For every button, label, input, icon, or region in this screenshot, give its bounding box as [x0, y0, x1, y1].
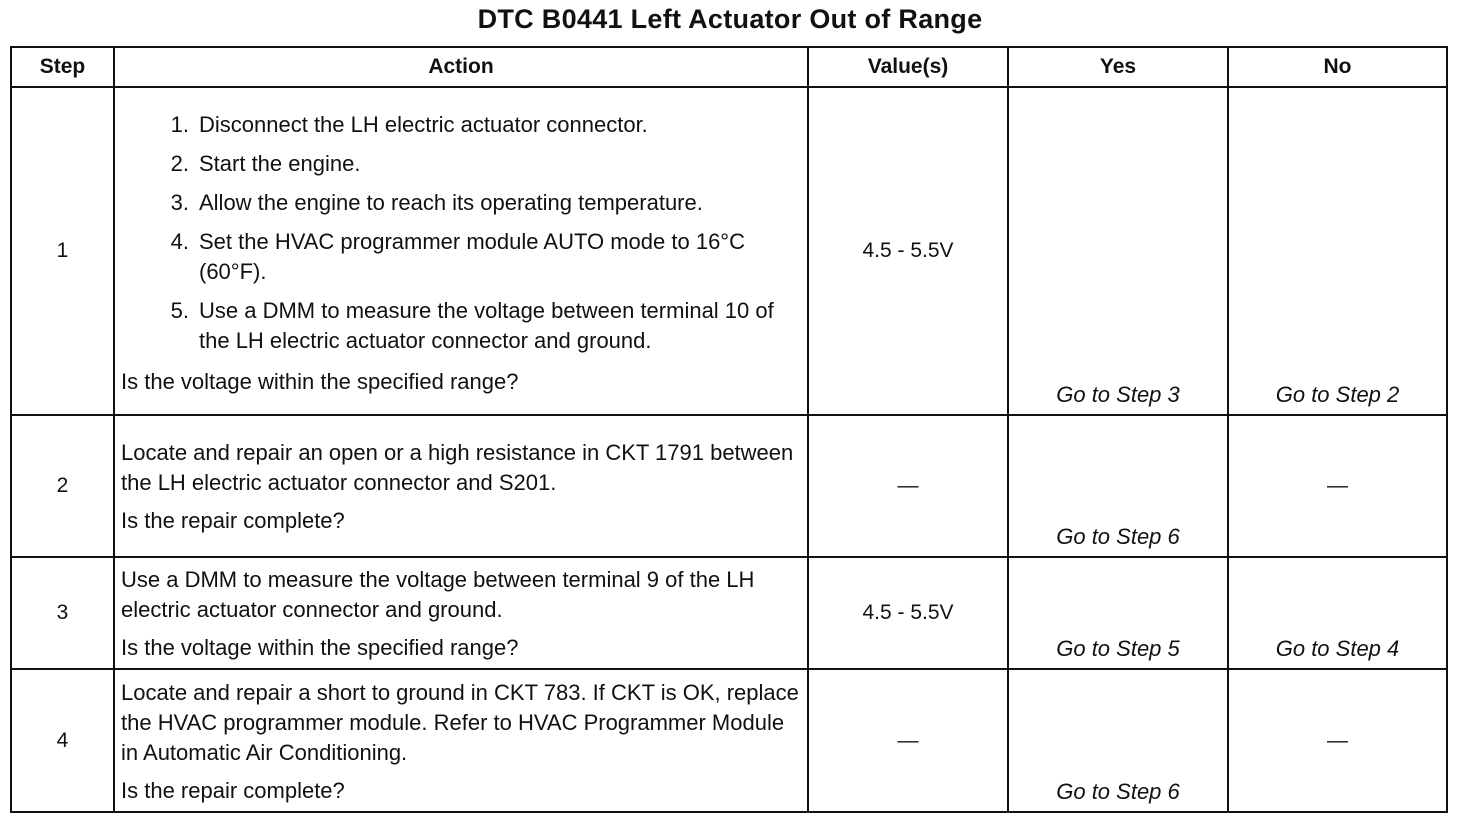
question-text: Is the repair complete?: [121, 508, 345, 533]
no-goto: —: [1228, 415, 1447, 557]
substep: 1. Disconnect the LH electric actuator connector.: [170, 111, 648, 137]
step-number: 2: [11, 415, 114, 557]
substep-list: [121, 102, 799, 356]
table-row: [11, 669, 1447, 812]
step-number: 4: [11, 669, 114, 812]
substep: 4. Set the HVAC programmer module AUTO mode to 16°C (60°F).: [170, 228, 745, 284]
action-cell: [114, 87, 808, 415]
value-cell: —: [808, 669, 1008, 812]
step-number: 1: [11, 87, 114, 415]
value-cell: —: [808, 415, 1008, 557]
action-cell: [114, 415, 808, 557]
no-goto: Go to Step 2: [1228, 87, 1447, 415]
question-text: Is the voltage within the specified range?: [121, 368, 519, 394]
substep: 2. Start the engine.: [170, 150, 361, 176]
action-text: Locate and repair an open or a high resistance in CKT 1791 between the LH electric actuator connector and S201.: [121, 440, 794, 495]
substep: 5. Use a DMM to measure the voltage between terminal 10 of the LH electric actuator connector and ground.: [170, 297, 774, 353]
yes-goto: Go to Step 5: [1008, 557, 1228, 669]
diagnostic-table: [10, 46, 1448, 813]
yes-goto: Go to Step 6: [1008, 669, 1228, 812]
yes-goto: Go to Step 3: [1008, 87, 1228, 415]
yes-goto: Go to Step 6: [1008, 415, 1228, 557]
header-yes: Yes: [1008, 47, 1228, 87]
table-row: [11, 87, 1447, 415]
action-cell: [114, 557, 808, 669]
header-action: Action: [114, 47, 808, 87]
no-goto: Go to Step 4: [1228, 557, 1447, 669]
page-title: DTC B0441 Left Actuator Out of Range: [477, 4, 983, 34]
header-no: No: [1228, 47, 1447, 87]
action-text: Locate and repair a short to ground in CKT 783. If CKT is OK, replace the HVAC programmer module. Refer to HVAC Programmer Module in Automatic Air Conditioning.: [121, 679, 799, 765]
value-cell: 4.5 - 5.5V: [808, 557, 1008, 669]
action-text: Use a DMM to measure the voltage between terminal 9 of the LH electric actuator connector and ground.: [121, 567, 755, 622]
header-step: Step: [11, 47, 114, 87]
header-row: [11, 47, 1447, 87]
no-goto: —: [1228, 669, 1447, 812]
step-number: 3: [11, 557, 114, 669]
table-row: [11, 415, 1447, 557]
value-cell: 4.5 - 5.5V: [808, 87, 1008, 415]
action-cell: [114, 669, 808, 812]
question-text: Is the voltage within the specified range?: [121, 635, 519, 660]
table-row: [11, 557, 1447, 669]
question-text: Is the repair complete?: [121, 777, 345, 803]
header-values: Value(s): [808, 47, 1008, 87]
substep: 3. Allow the engine to reach its operating temperature.: [170, 189, 703, 215]
